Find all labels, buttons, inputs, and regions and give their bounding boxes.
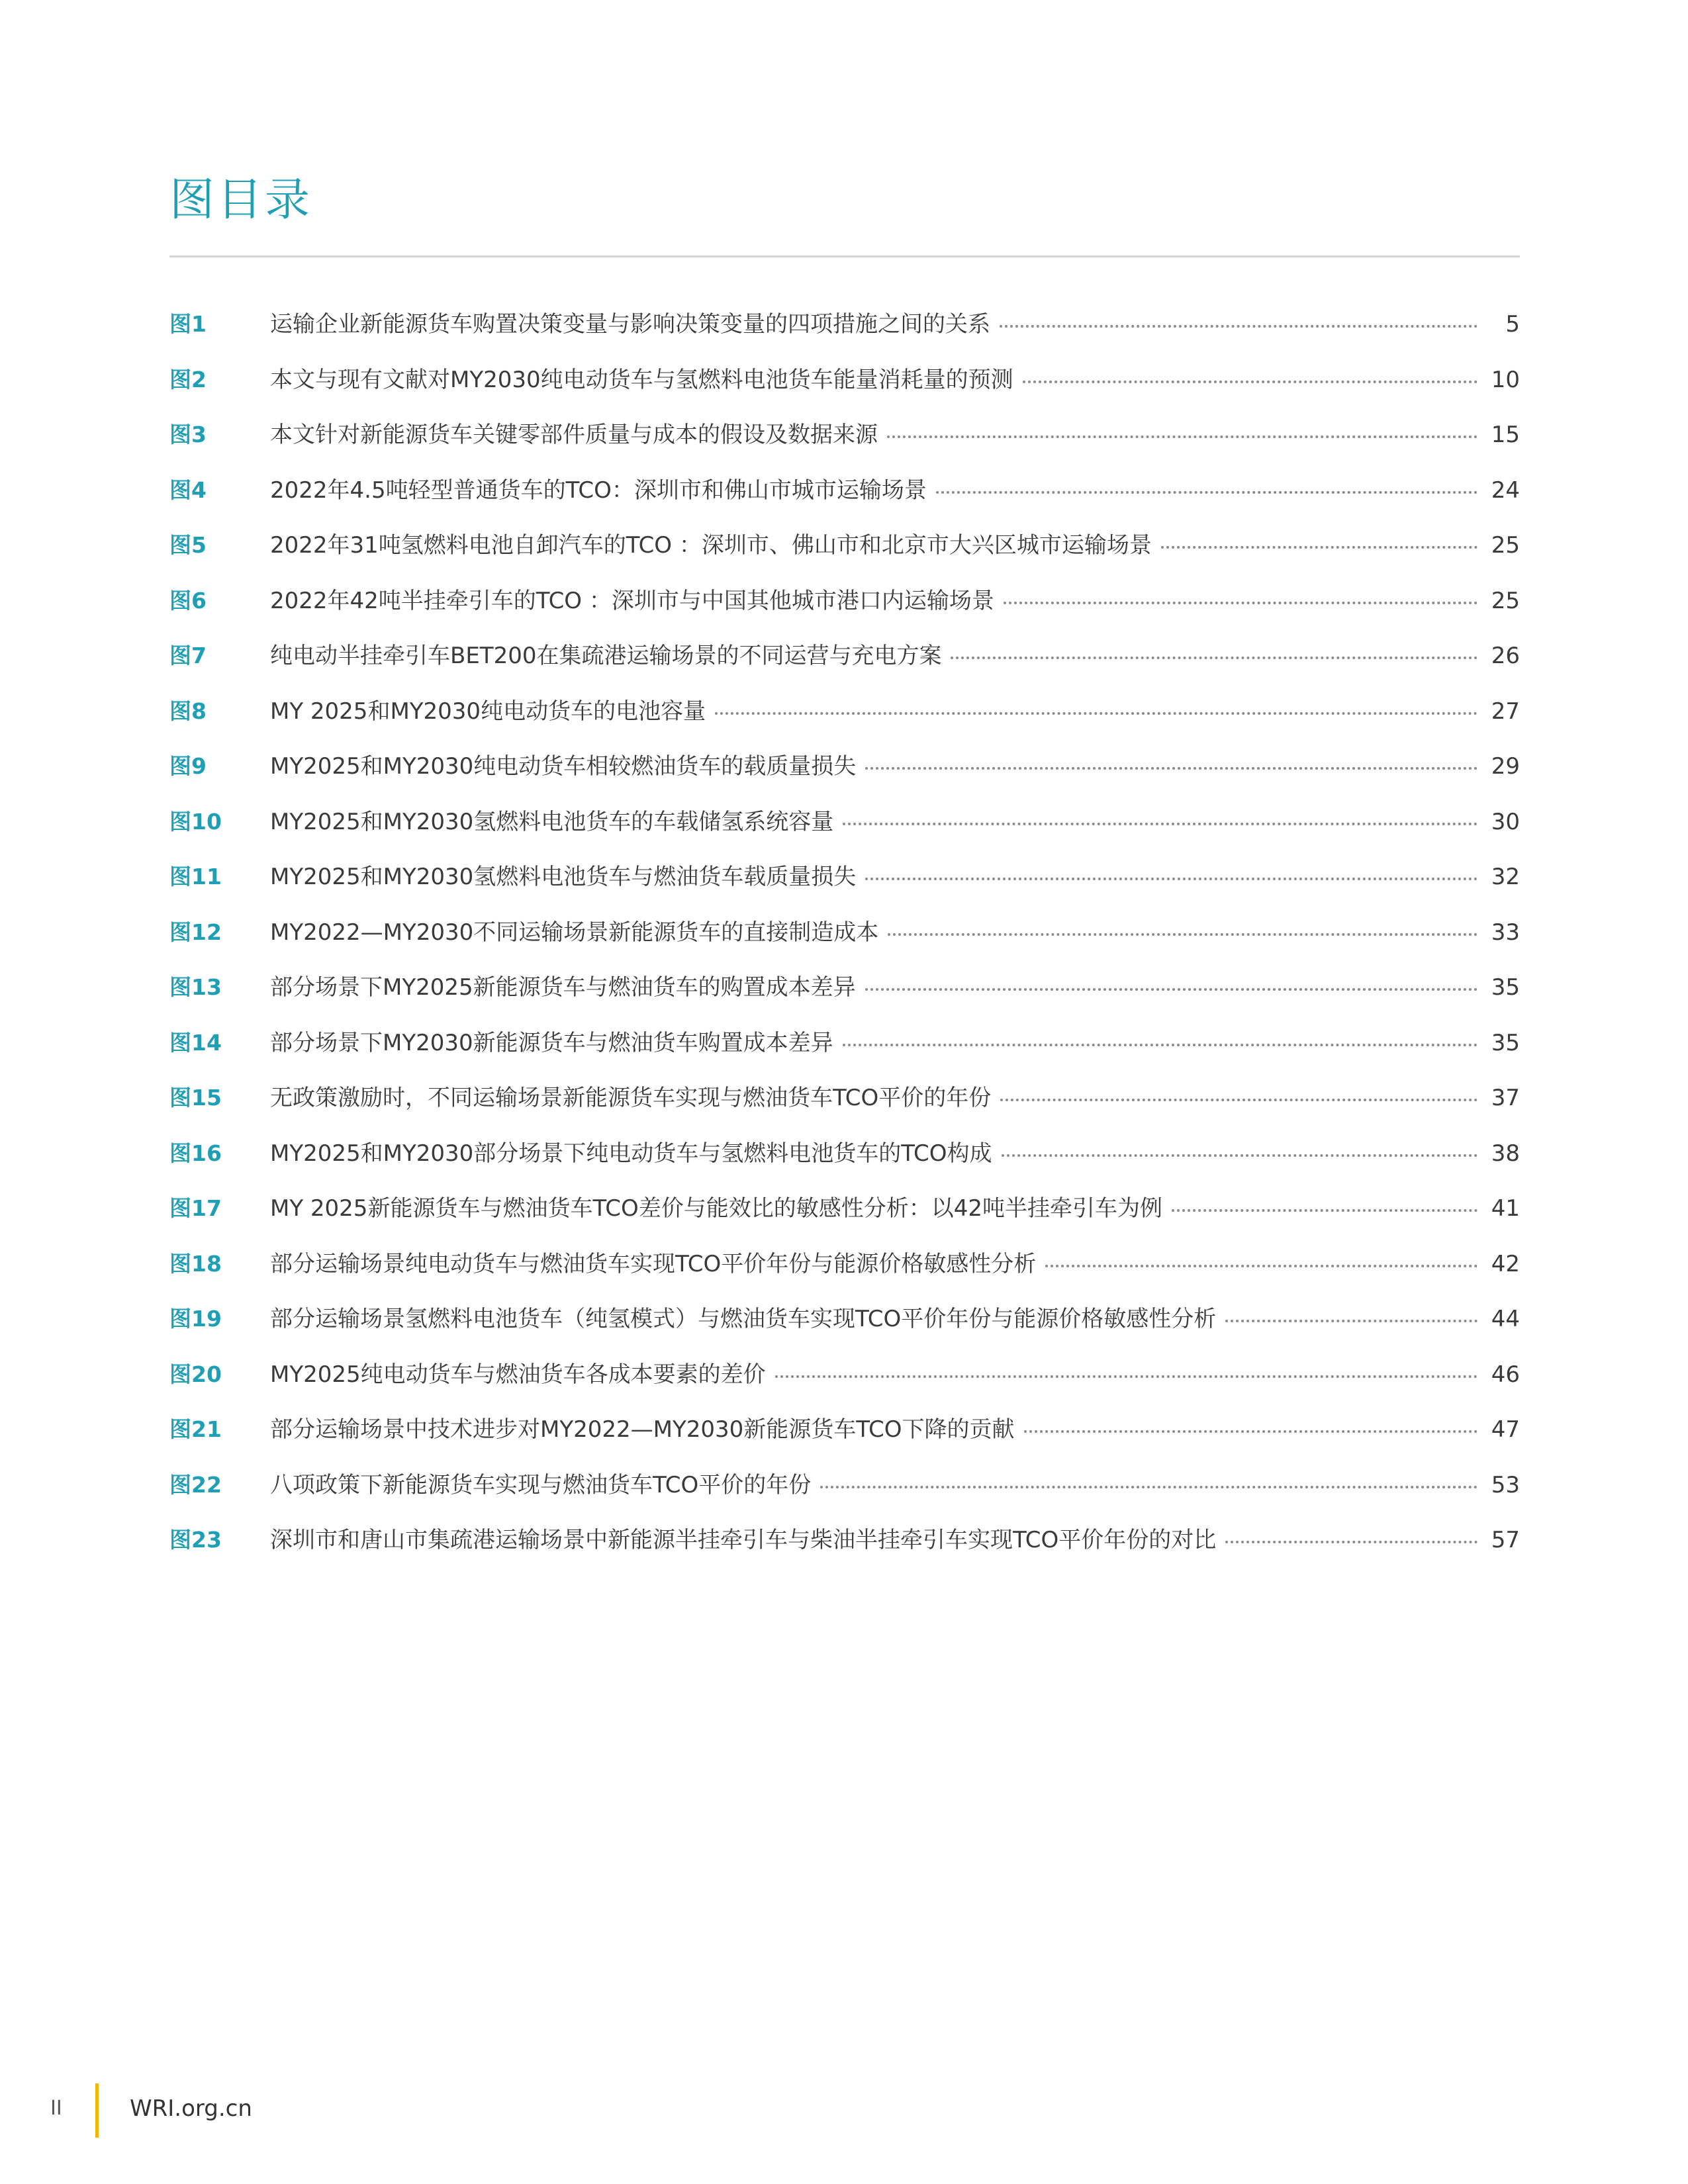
- figure-number: 图5: [169, 532, 207, 558]
- figure-number: 图18: [169, 1250, 222, 1277]
- page-number: 44: [1491, 1306, 1520, 1332]
- toc-entry[interactable]: [169, 1190, 1520, 1246]
- figure-number: 图4: [169, 477, 207, 503]
- toc-entry[interactable]: [169, 1079, 1520, 1135]
- page-number: 41: [1491, 1195, 1520, 1222]
- page-number: 37: [1491, 1085, 1520, 1111]
- dot-leader: [865, 767, 1477, 770]
- page-number: 26: [1491, 643, 1520, 669]
- dot-leader: [1225, 1320, 1477, 1322]
- figure-number: 图2: [169, 366, 207, 392]
- figure-number: 图12: [169, 919, 222, 945]
- toc-entry[interactable]: [169, 361, 1520, 417]
- dot-leader: [1004, 602, 1477, 604]
- figure-number: 图13: [169, 974, 222, 1000]
- figure-number: 图11: [169, 864, 222, 889]
- dot-leader: [1023, 381, 1477, 383]
- figure-title: 深圳市和唐山市集疏港运输场景中新能源半挂牵引车与柴油半挂牵引车实现TCO平价年份的对比: [270, 1527, 1217, 1553]
- figure-title: MY2025和MY2030纯电动货车相较燃油货车的载质量损失: [270, 753, 857, 780]
- toc-entry[interactable]: [169, 582, 1520, 638]
- toc-entry[interactable]: [169, 858, 1520, 914]
- page-number: 32: [1491, 864, 1520, 890]
- page-number: 10: [1491, 366, 1520, 393]
- dot-leader: [936, 491, 1477, 494]
- dot-leader: [1000, 325, 1477, 328]
- figure-title: 本文与现有文献对MY2030纯电动货车与氢燃料电池货车能量消耗量的预测: [270, 366, 1013, 393]
- figure-title: 部分运输场景中技术进步对MY2022—MY2030新能源货车TCO下降的贡献: [270, 1416, 1015, 1443]
- figure-title: 部分运输场景纯电动货车与燃油货车实现TCO平价年份与能源价格敏感性分析: [270, 1250, 1037, 1277]
- toc-entry[interactable]: [169, 527, 1520, 582]
- dot-leader: [1000, 1099, 1477, 1101]
- toc-entry[interactable]: [169, 1522, 1520, 1577]
- figure-title: 无政策激励时，不同运输场景新能源货车实现与燃油货车TCO平价的年份: [270, 1085, 992, 1111]
- figure-title: MY 2025和MY2030纯电动货车的电池容量: [270, 698, 706, 725]
- toc-entry[interactable]: [169, 803, 1520, 859]
- footer-page-number: II: [50, 2097, 62, 2120]
- dot-leader: [1172, 1209, 1477, 1212]
- dot-leader: [888, 933, 1477, 936]
- figure-title: 部分场景下MY2030新能源货车与燃油货车购置成本差异: [270, 1029, 833, 1056]
- dot-leader: [865, 988, 1477, 991]
- page-number: 47: [1491, 1416, 1520, 1443]
- page-number: 30: [1491, 808, 1520, 835]
- toc-entry[interactable]: [169, 1467, 1520, 1522]
- page-number: 35: [1491, 1029, 1520, 1056]
- dot-leader: [865, 878, 1477, 880]
- page-number: 5: [1505, 311, 1520, 338]
- figure-number: 图8: [169, 698, 207, 724]
- toc-entry[interactable]: [169, 416, 1520, 472]
- figure-number: 图15: [169, 1085, 222, 1111]
- dot-leader: [1024, 1430, 1477, 1433]
- figure-number: 图16: [169, 1140, 222, 1166]
- figure-number: 图20: [169, 1361, 222, 1387]
- figure-number: 图22: [169, 1471, 222, 1498]
- figure-title: 2022年31吨氢燃料电池自卸汽车的TCO ：深圳市、佛山市和北京市大兴区城市运输场景: [270, 532, 1152, 559]
- dot-leader: [1225, 1541, 1477, 1543]
- figure-number: 图23: [169, 1527, 222, 1553]
- page-number: 15: [1491, 422, 1520, 448]
- toc-entry[interactable]: [169, 306, 1520, 361]
- figure-number: 图14: [169, 1029, 222, 1056]
- dot-leader: [951, 657, 1477, 659]
- page-number: 25: [1491, 532, 1520, 559]
- toc-entry[interactable]: [169, 1024, 1520, 1080]
- toc-entry[interactable]: [169, 969, 1520, 1024]
- dot-leader: [820, 1486, 1477, 1488]
- dot-leader: [1002, 1154, 1477, 1157]
- figure-number: 图17: [169, 1195, 222, 1221]
- toc-entry[interactable]: [169, 693, 1520, 749]
- figure-list: [169, 306, 1520, 1577]
- figure-number: 图9: [169, 753, 207, 779]
- page-number: 38: [1491, 1140, 1520, 1167]
- dot-leader: [1161, 546, 1477, 549]
- dot-leader: [715, 712, 1477, 715]
- figure-number: 图6: [169, 587, 207, 614]
- toc-entry[interactable]: [169, 1411, 1520, 1467]
- toc-entry[interactable]: [169, 472, 1520, 527]
- dot-leader: [775, 1375, 1477, 1378]
- page-number: 57: [1491, 1527, 1520, 1553]
- title-divider: [169, 255, 1520, 257]
- figure-title: MY2022—MY2030不同运输场景新能源货车的直接制造成本: [270, 919, 879, 946]
- dot-leader: [843, 823, 1477, 825]
- figure-title: 部分场景下MY2025新能源货车与燃油货车的购置成本差异: [270, 974, 856, 1001]
- dot-leader: [887, 435, 1477, 438]
- page-number: 25: [1491, 587, 1520, 614]
- page-number: 29: [1491, 753, 1520, 780]
- footer-accent-bar: [95, 2083, 99, 2138]
- figure-number: 图19: [169, 1306, 222, 1332]
- figure-title: 2022年4.5吨轻型普通货车的TCO：深圳市和佛山市城市运输场景: [270, 477, 927, 504]
- figure-title: 2022年42吨半挂牵引车的TCO ：深圳市与中国其他城市港口内运输场景: [270, 587, 994, 614]
- figure-title: 运输企业新能源货车购置决策变量与影响决策变量的四项措施之间的关系: [270, 311, 990, 338]
- page-number: 33: [1491, 919, 1520, 946]
- toc-entry[interactable]: [169, 637, 1520, 693]
- page-number: 35: [1491, 974, 1520, 1001]
- figure-title: 八项政策下新能源货车实现与燃油货车TCO平价的年份: [270, 1471, 812, 1498]
- page-number: 53: [1491, 1471, 1520, 1498]
- toc-entry[interactable]: [169, 1135, 1520, 1191]
- figure-title: MY2025和MY2030部分场景下纯电动货车与氢燃料电池货车的TCO构成: [270, 1140, 992, 1167]
- page-number: 24: [1491, 477, 1520, 504]
- page-title: 图目录: [169, 174, 313, 226]
- figure-title: MY 2025新能源货车与燃油货车TCO差价与能效比的敏感性分析：以42吨半挂牵引车为例: [270, 1195, 1162, 1222]
- figure-title: 部分运输场景氢燃料电池货车（纯氢模式）与燃油货车实现TCO平价年份与能源价格敏感性分析: [270, 1306, 1217, 1332]
- toc-entry[interactable]: [169, 914, 1520, 970]
- page-number: 42: [1491, 1250, 1520, 1277]
- figure-number: 图21: [169, 1416, 222, 1442]
- figure-number: 图7: [169, 643, 207, 668]
- figure-number: 图3: [169, 422, 207, 447]
- toc-entry[interactable]: [169, 748, 1520, 803]
- toc-entry[interactable]: [169, 1356, 1520, 1412]
- figure-title: 本文针对新能源货车关键零部件质量与成本的假设及数据来源: [270, 422, 878, 448]
- dot-leader: [1045, 1265, 1477, 1267]
- footer-site-link[interactable]: WRI.org.cn: [130, 2095, 252, 2122]
- page-number: 46: [1491, 1361, 1520, 1388]
- figure-number: 图1: [169, 311, 207, 337]
- figure-title: 纯电动半挂牵引车BET200在集疏港运输场景的不同运营与充电方案: [270, 643, 942, 669]
- toc-entry[interactable]: [169, 1246, 1520, 1301]
- toc-entry[interactable]: [169, 1300, 1520, 1356]
- page-number: 27: [1491, 698, 1520, 725]
- figure-number: 图10: [169, 808, 222, 835]
- figure-title: MY2025纯电动货车与燃油货车各成本要素的差价: [270, 1361, 766, 1388]
- figure-title: MY2025和MY2030氢燃料电池货车的车载储氢系统容量: [270, 808, 834, 835]
- dot-leader: [843, 1044, 1477, 1046]
- figure-title: MY2025和MY2030氢燃料电池货车与燃油货车载质量损失: [270, 864, 857, 890]
